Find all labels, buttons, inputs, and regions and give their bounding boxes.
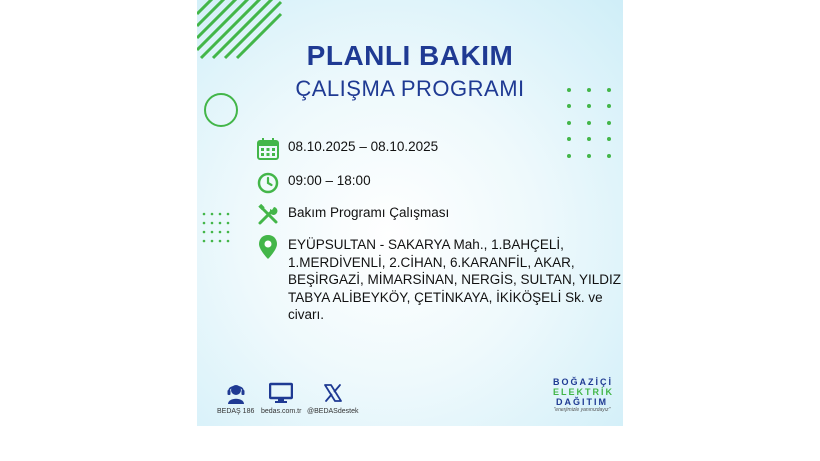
logo-line-1: BOĞAZİÇİ: [553, 377, 613, 387]
location-line: EYÜPSULTAN - SAKARYA Mah., 1.BAHÇELİ,: [288, 237, 564, 252]
logo-line-3: DAĞITIM: [556, 397, 608, 407]
page-subtitle: ÇALIŞMA PROGRAMI: [295, 76, 525, 101]
date-row: [257, 138, 438, 160]
time-range: 09:00 – 18:00: [288, 173, 371, 188]
footer-website[interactable]: [261, 382, 301, 415]
time-row: [257, 172, 371, 194]
tools-icon: [257, 204, 279, 226]
logo-line-2: ELEKTRİK: [553, 387, 614, 397]
announcement-card: [197, 0, 623, 426]
location-line: BEŞİRGAZİ, MİMARSİNAN, NERGİS, SULTAN, YILDIZ: [288, 272, 622, 287]
calendar-icon: [257, 138, 279, 160]
location-line: TABYA ALİBEYKÖY, ÇETİNKAYA, İKİKÖŞELİ Sk. ve civarı.: [288, 289, 603, 322]
footer-social[interactable]: [307, 382, 358, 415]
company-logo: [553, 377, 614, 414]
page-title: PLANLI BAKIM: [306, 40, 514, 71]
headset-icon: [225, 382, 247, 404]
logo-slogan: "enerjimizle yanınızdayız": [553, 407, 611, 413]
work-type: Bakım Programı Çalışması: [288, 205, 450, 220]
x-icon: [323, 383, 343, 403]
phone-label: BEDAŞ 186: [217, 408, 255, 415]
social-label: @BEDASdestek: [307, 408, 359, 415]
footer-phone[interactable]: [217, 382, 254, 415]
monitor-icon: [269, 382, 293, 404]
website-label: bedas.com.tr: [261, 408, 302, 415]
work-type-row: [257, 204, 449, 226]
clock-icon: [257, 172, 279, 194]
location-line: 1.MERDİVENLİ, 2.CİHAN, 6.KARANFİL, AKAR,: [288, 254, 575, 270]
location-pin-icon: [257, 234, 279, 260]
location-row: [257, 234, 623, 324]
date-range: 08.10.2025 – 08.10.2025: [288, 139, 439, 154]
decorative-dots-left: [202, 212, 234, 244]
location-text: [288, 236, 623, 324]
